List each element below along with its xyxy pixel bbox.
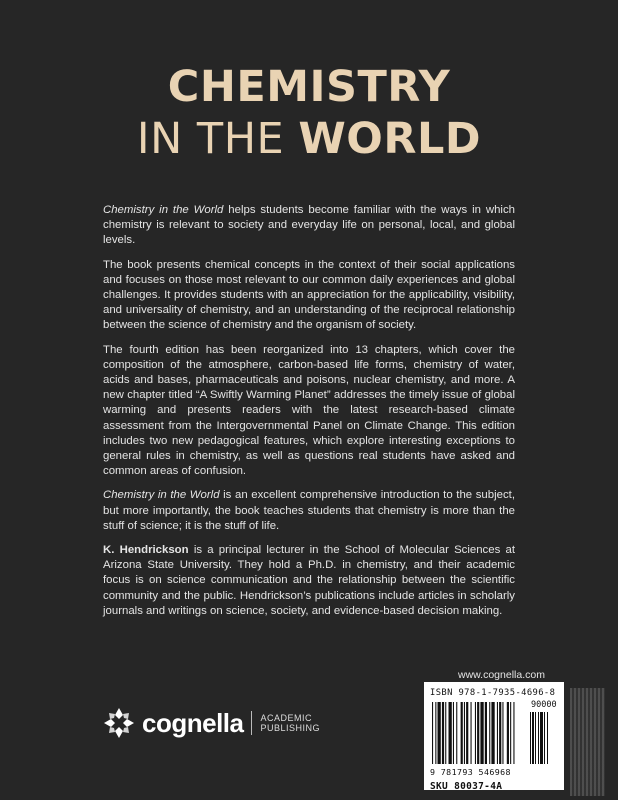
barcode-bar bbox=[489, 702, 490, 764]
logo-subtitle-line-2: PUBLISHING bbox=[260, 723, 320, 733]
logo-wordmark: cognella bbox=[142, 707, 244, 738]
barcode-bar bbox=[499, 702, 501, 764]
paragraph-3: The fourth edition has been reorganized into 13 chapters, which cover the composition of the atmosphere, carbon-based life forms, chemistry of water, acids and bases, pharmaceuticals and poisons, nuclear chemistry, and more. A new chapter titled “A Swiftly Warming Planet” addresses the timely issue of global warming and presents readers with the latest research-based climate assessment from the Intergovernmental Panel on Climate Change. This edition includes two new pedagogical features, which explore interesting exceptions to general rules in chemistry, as well as questions real students have asked and common areas of confusion. bbox=[103, 343, 515, 478]
addon-barcode-bar bbox=[540, 712, 543, 764]
paragraph-4 bbox=[103, 488, 515, 534]
author-bio bbox=[103, 543, 515, 619]
book-title-italic: Chemistry in the World bbox=[103, 204, 224, 216]
addon-barcode-bar bbox=[535, 712, 536, 764]
author-bio-text: is a principal lecturer in the School of Molecular Sciences at Arizona State University. They hold a Ph.D. in chemistry, and their academic focus is on science communication and the relationship between the scientific community and the public. Hendrickson’s publications include articles in scholarly journals and writings on science, society, and evidence-based decision making. bbox=[103, 544, 515, 617]
barcode-bar bbox=[510, 702, 511, 764]
barcode-bar bbox=[485, 702, 487, 764]
isbn-text: ISBN 978-1-7935-4696-8 bbox=[430, 688, 556, 698]
barcode-bar bbox=[507, 702, 509, 764]
addon-barcode-bar bbox=[538, 712, 539, 764]
barcode-bar bbox=[453, 702, 454, 764]
paragraph-1 bbox=[103, 203, 515, 249]
barcode-bar bbox=[449, 702, 452, 764]
barcode-bar bbox=[513, 702, 514, 764]
paragraph-4-text: is an excellent comprehensive introduction to the subject, but more importantly, the book teaches students that chemistry is more than the stuff of science; it is the stuff of life. bbox=[103, 489, 515, 532]
addon-barcode-bar bbox=[532, 712, 534, 764]
barcode-bar bbox=[466, 702, 468, 764]
barcode-bar bbox=[456, 702, 457, 764]
paragraph-2: The book presents chemical concepts in the context of their social applications and focuses on those most relevant to our common daily experiences and global challenges. It provides students with an appreciation for the applicability, visibility, and universality of chemistry, and an understanding of the reciprocal relationship between the science of chemistry and the organism of society. bbox=[103, 258, 515, 332]
barcode-bar bbox=[461, 702, 463, 764]
barcode-bar bbox=[475, 702, 476, 764]
publisher-logo bbox=[102, 703, 320, 743]
barcode-bar bbox=[497, 702, 498, 764]
barcode-bar bbox=[445, 702, 446, 764]
barcode-bar bbox=[491, 702, 494, 764]
title-line-2-light: IN THE bbox=[136, 114, 299, 164]
barcode-bar bbox=[435, 702, 436, 764]
addon-barcode-bar bbox=[530, 712, 531, 764]
logo-divider bbox=[251, 711, 252, 735]
barcode-bar bbox=[438, 702, 441, 764]
barcode-bar bbox=[464, 702, 465, 764]
logo-subtitle bbox=[260, 713, 320, 733]
publisher-website: www.cognella.com bbox=[458, 669, 545, 681]
barcode-shadow bbox=[570, 688, 605, 796]
description bbox=[103, 203, 515, 628]
sku-text: SKU 80037-4A bbox=[430, 781, 503, 792]
barcode-bar bbox=[432, 702, 433, 764]
book-title-italic-2: Chemistry in the World bbox=[103, 489, 220, 502]
author-name: K. Hendrickson bbox=[103, 544, 189, 557]
cognella-logo-icon bbox=[102, 706, 136, 740]
barcode-digits: 9 781793 546968 bbox=[430, 767, 511, 777]
title-line-1: CHEMISTRY bbox=[167, 62, 451, 112]
barcode-bar bbox=[471, 702, 472, 764]
barcode-bar bbox=[502, 702, 503, 764]
price-code: 90000 bbox=[531, 700, 557, 710]
addon-barcode-bar bbox=[547, 712, 548, 764]
paragraph-1-text: helps students become familiar with the ways in which chemistry is relevant to society and everyday life on personal, local, and global levels. bbox=[103, 204, 515, 247]
addon-barcode-bar bbox=[544, 712, 545, 764]
barcode-bar bbox=[480, 702, 483, 764]
barcode-bar bbox=[477, 702, 479, 764]
title-line-2-bold: WORLD bbox=[298, 114, 482, 164]
barcode bbox=[430, 702, 558, 766]
logo-subtitle-line-1: ACADEMIC bbox=[260, 713, 312, 723]
barcode-bar bbox=[442, 702, 444, 764]
title-line-2 bbox=[0, 114, 618, 164]
